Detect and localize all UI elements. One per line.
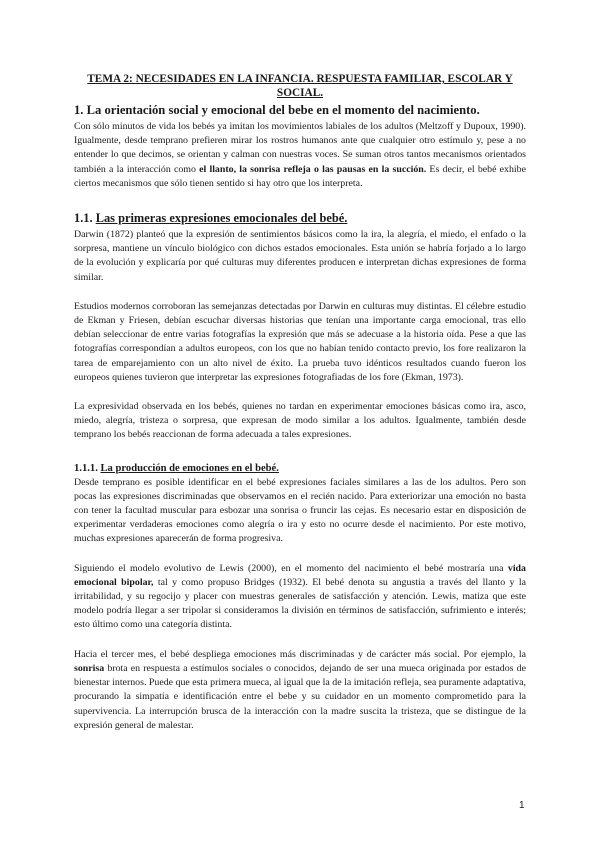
section-1-1-1-p3-text-b: brota en respuesta a estímulos sociales o conocidos, dejando de ser una mueca originada por estados de bienestar internos. Puede que esta primera mueca, al igual que la de la imitación refleja, sea puramente adaptativa, procurando la simpatía e identificación entre el bebe y su cuidador en un momento comprometido para la supervivencia. La interrupción brusca de la interacción con la madre suscita la tristeza, que se distingue de la expresión general de malestar. <box>74 662 526 731</box>
section-1-1-title: Las primeras expresiones emocionales del bebé. <box>95 211 348 226</box>
section-1-text-a: Con sólo minutos de vida los bebés ya imitan los movimientos labiales de los adultos (Meltzoff y Dupoux, 1990). Igualmente, desde temprano prefieren mirar los rostros humanos ante que cualquier otro estímulo y, pese a no entender lo que decimos, se orientan y calman con nuestras voces. Se suman otros tantos mecanismos orientados también a la interacción como <box>74 121 526 175</box>
section-1-1-1-p2-text-a: Siguiendo el modelo evolutivo de Lewis (2000), en el momento del nacimiento el bebé mostraría una <box>74 562 508 574</box>
document-title: TEMA 2: NECESIDADES EN LA INFANCIA. RESPUESTA FAMILIAR, ESCOLAR Y SOCIAL. <box>87 73 513 99</box>
section-1-1-1-p3-bold: sonrisa <box>74 662 105 674</box>
section-1-1-1-paragraph-2 <box>74 562 526 633</box>
section-1-1-1-paragraph-1: Desde temprano es posible identificar en el bebé expresiones faciales similares a las de los adultos. Pero son pocas las expresiones discriminadas que observamos en el recién nacido. Para exteriorizar una emoción no basta con tener la facultad muscular para esbozar una sonrisa o fruncir las cejas. Es necesario estar en disposición de experimentar verdaderas emociones como alegría o ira y esto no ocurre desde el nacimiento. Por este motivo, muchas expresiones aparecerán de forma progresiva. <box>74 476 526 545</box>
section-1-1-paragraph-1: Darwin (1872) planteó que la expresión de sentimientos básicos como la ira, la alegría, el miedo, el enfado o la sorpresa, mantiene un vínculo biológico con dichos estados emocionales. Esta unión se habría forjado a lo largo de la evolución y explicaría por qué culturas muy diferentes producen e interpretan dichas expresiones de forma similar. <box>74 229 526 283</box>
section-1-heading: 1. La orientación social y emocional del bebe en el momento del nacimiento. <box>74 103 480 117</box>
section-1-1-1-p2-bold: vida emocional bipolar, <box>74 562 526 588</box>
section-1-1-1-title: La producción de emociones en el bebé. <box>100 462 279 474</box>
section-1-1-1-p2-text-b: tal y como propuso Bridges (1932). El bebé denota su angustia a través del llanto y la irritabilidad, y su regocijo y placer con muestras generales de satisfacción y atención. Lewis, matiza que este modelo podría llegar a ser tripolar si consideramos la división en términos de satisfacción, sufrimiento e interés; esto último como una categoría distinta. <box>74 576 526 631</box>
page-content <box>74 72 526 733</box>
section-1-1-heading <box>74 211 526 226</box>
section-1-1-paragraph-2: Estudios modernos corroboran las semejanzas detectadas por Darwin en culturas muy distintas. El célebre estudio de Ekman y Friesen, debían escuchar diversas historias que tenían una importante carga emocional, tras ello debían seleccionar de entre varias fotografías la expresión que más se adecuase a la historia oída. Pese a que las fotografías correspondían a adultos europeos, con los que no habían tenido contacto previo, los fore realizaron la tarea de emparejamiento con un alto nivel de éxito. La prueba tuvo idénticos resultados cuando fueron los europeos quienes tuvieron que interpretar las expresiones fotografiadas de los fore (Ekman, 1973). <box>74 300 526 383</box>
page-number: 1 <box>519 800 525 811</box>
section-1-text-b: Es decir, el bebé exhibe ciertos mecanismos que sólo tienen sentido si hay otro que los interpreta. <box>74 163 526 189</box>
section-1-1-1-p3-text-a: Hacia el tercer mes, el bebé despliega emociones más discriminadas y de carácter más social. Por ejemplo, la <box>74 648 526 660</box>
section-1-paragraph <box>74 120 526 191</box>
section-1-1-1-paragraph-3 <box>74 648 526 733</box>
section-1-1-1-heading <box>74 462 526 475</box>
section-1-1-paragraph-3: La expresividad observada en los bebés, quienes no tardan en experimentar emociones básicas como ira, asco, miedo, alegría, tristeza o sorpresa, que expresan de modo similar a los adultos. Igualmente, también desde temprano los bebés reaccionan de forma adecuada a tales expresiones. <box>74 401 526 441</box>
section-1-bold-text: el llanto, la sonrisa refleja o las pausas en la succión. <box>199 163 427 175</box>
section-1-1-number: 1.1. <box>74 211 96 226</box>
section-1-1-1-number: 1.1.1. <box>74 462 101 474</box>
